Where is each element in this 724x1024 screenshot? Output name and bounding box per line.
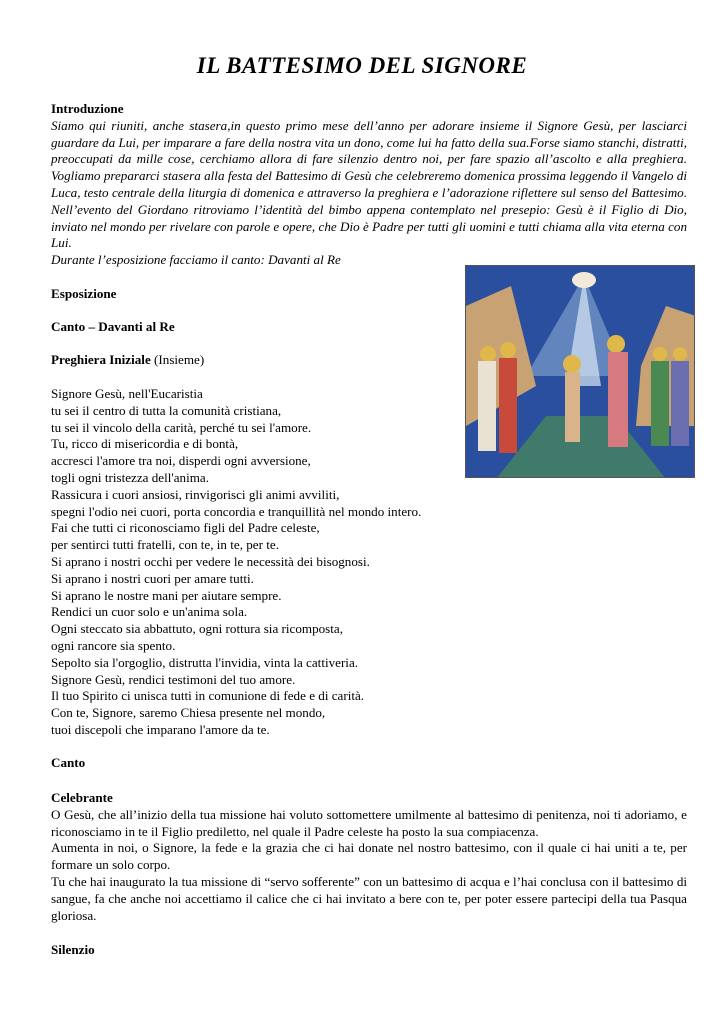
preghiera-heading: Preghiera Iniziale [51, 352, 151, 367]
page-title: IL BATTESIMO DEL SIGNORE [196, 53, 528, 78]
prayer-line: Fai che tutti ci riconosciamo figli del Padre celeste, [51, 520, 320, 536]
prayer-line: Si aprano le nostre mani per aiutare sempre. [51, 587, 282, 603]
intro-heading: Introduzione [51, 101, 124, 116]
jesus-figure [563, 355, 581, 442]
prayer-line: Il tuo Spirito ci unisca tutti in comunione di fede e di carità. [51, 688, 365, 704]
prayer-line: per sentirci tutti fratelli, con te, in te, per te. [51, 537, 279, 553]
intro-section [51, 101, 687, 269]
intro-paragraph: Siamo qui riuniti, anche stasera,in questo primo mese dell’anno per adorare insieme il Signore Gesù, per lasciarci guardare da Lui, per imparare a fare della nostra vita un dono, come lui ha fatto della sua.Forse siamo stanchi, distratti, preoccupati da mille cose, cerchiamo allora di fare silenzio dentro noi, per fare spazio all’ascolto e alla preghiera. Vogliamo prepararci stasera alla festa del Battesimo di Gesù che celebreremo domenica prossima leggendo il Vangelo di Luca, testo centrale della liturgia di domenica e attraverso la preghiera e l’adorazione riflettere sul senso del Battesimo. Nell’evento del Giordano ritroviamo l’identità del bimbo appena contemplato nel presepio: Gesù è il Figlio di Dio, inviato nel mondo per rivelare con parole e opere, che Dio è Padre per tutti gli uomini e tutti chiama alla vita eterna con Lui. [51, 117, 687, 251]
prayer-line: Si aprano i nostri occhi per vedere le necessità dei bisognosi. [51, 553, 370, 569]
prayer-line: accresci l'amore tra noi, disperdi ogni avversione, [51, 453, 311, 469]
prayer-line: Signore Gesù, nell'Eucaristia [51, 386, 203, 401]
canto-heading: Canto [51, 755, 86, 770]
prayer-line: Tu, ricco di misericordia e di bontà, [51, 436, 239, 452]
prayer-line: tuoi discepoli che imparano l'amore da te. [51, 721, 270, 737]
celebrante-section [51, 790, 687, 924]
prayer-line: Ogni steccato sia abbattuto, ogni rottura sia ricomposta, [51, 621, 343, 637]
fresco-illustration [466, 266, 695, 478]
prayer-text [51, 386, 481, 739]
baptism-fresco-image [465, 265, 695, 478]
preghiera-heading-line [51, 352, 204, 369]
prayer-line: Rendici un cuor solo e un'anima sola. [51, 604, 248, 620]
prayer-line: spegni l'odio nei cuori, porta concordia e tranquillità nel mondo intero. [51, 503, 422, 519]
celebrante-paragraph: Tu che hai inaugurato la tua missione di “servo sofferente” con un battesimo di acqua e l’hai conclusa con il battesimo di sangue, fa che anche noi accettiamo il calice che ci hai invitato a bere con te, per poter essere partecipi della tua Pasqua gloriosa. [51, 873, 687, 923]
prayer-line: Con te, Signore, saremo Chiesa presente nel mondo, [51, 705, 326, 721]
prayer-line: Si aprano i nostri cuori per amare tutti. [51, 570, 254, 586]
prayer-line: Rassicura i cuori ansiosi, rinvigorisci gli animi avviliti, [51, 486, 340, 502]
silenzio-heading: Silenzio [51, 942, 95, 957]
preghiera-note: (Insieme) [154, 352, 205, 367]
esposizione-heading: Esposizione [51, 286, 117, 301]
god-father-figure [572, 272, 596, 288]
intro-last-line: Durante l’esposizione facciamo il canto: Davanti al Re [51, 252, 341, 268]
prayer-line: Signore Gesù, rendici testimoni del tuo amore. [51, 671, 296, 687]
prayer-line: togli ogni tristezza dell'anima. [51, 469, 209, 485]
prayer-line: Sepolto sia l'orgoglio, distrutta l'invidia, vinta la cattiveria. [51, 654, 359, 670]
celebrante-paragraph: O Gesù, che all’inizio della tua missione hai voluto sottomettere umilmente al battesimo di penitenza, noi ti adoriamo, e riconosciamo in te il Figlio prediletto, nel quale il Padre celeste ha posto la sua compiacenza. [51, 806, 687, 839]
prayer-line: tu sei il centro di tutta la comunità cristiana, [51, 402, 282, 418]
prayer-line: ogni rancore sia spento. [51, 637, 176, 653]
canto-re-heading: Canto – Davanti al Re [51, 319, 175, 334]
celebrante-heading: Celebrante [51, 790, 113, 805]
celebrante-paragraph: Aumenta in noi, o Signore, la fede e la grazia che ci hai donate nel nostro battesimo, con il quale ci hai uniti a te, per formare un solo corpo. [51, 840, 687, 873]
prayer-line: tu sei il vincolo della carità, perché tu sei l'amore. [51, 419, 312, 435]
